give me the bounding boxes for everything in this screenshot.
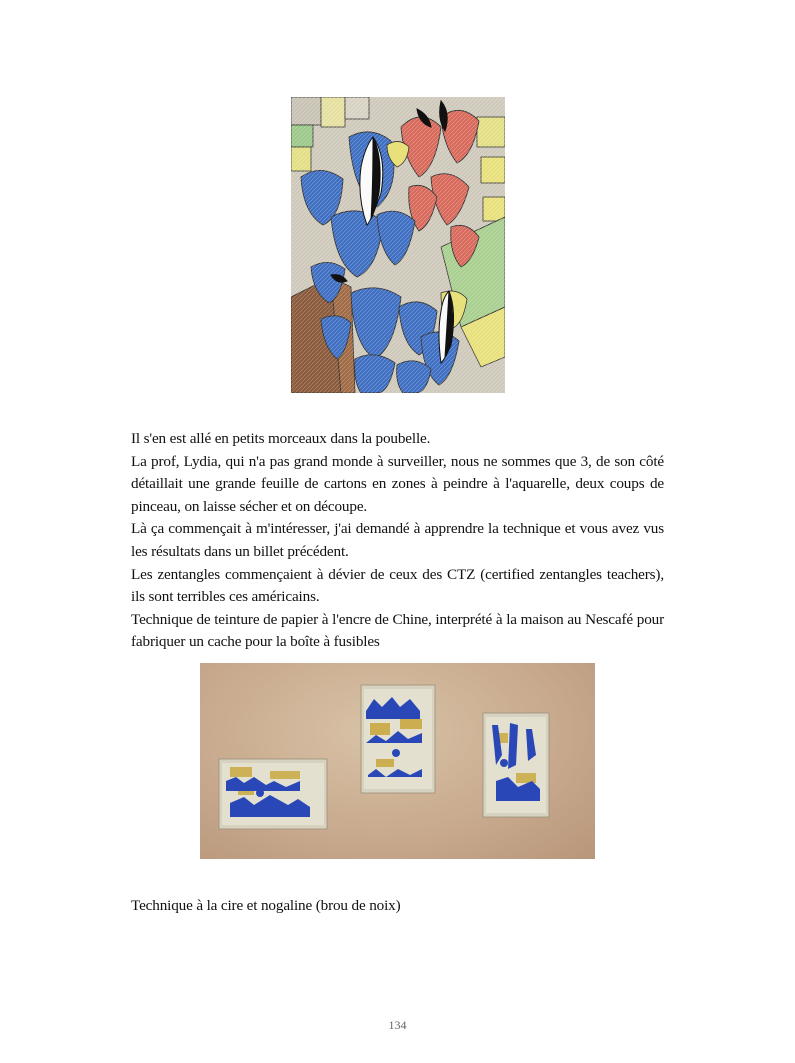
paragraph: Technique de teinture de papier à l'encre de Chine, interprété à la maison au Nescafé pour fabriquer un cache pour la boîte à fusibles bbox=[131, 610, 664, 651]
card-middle bbox=[361, 685, 435, 793]
zentangle-drawing-icon bbox=[291, 97, 505, 393]
zentangle-drawing-image bbox=[291, 97, 505, 393]
paragraph: La prof, Lydia, qui n'a pas grand monde à surveiller, nous ne sommes que 3, de son côté détaillait une grande feuille de cartons en zones à peindre à l'aquarelle, deux coups de pinceau, on laisse sécher et on découpe. bbox=[131, 452, 664, 515]
paragraph: Là ça commençait à m'intéresser, j'ai demandé à apprendre la technique et vous avez vus les résultats dans un billet précédent. bbox=[131, 520, 664, 560]
card-right bbox=[483, 713, 549, 817]
paragraph: Les zentangles commençaient à dévier de ceux des CTZ (certified zentangles teachers), ils sont terribles ces américains. bbox=[131, 565, 664, 606]
ink-cards-photo bbox=[200, 663, 595, 859]
page-number: 134 bbox=[388, 1018, 407, 1032]
caption: Technique à la cire et nogaline (brou de noix) bbox=[131, 897, 401, 914]
ink-dyed-paper-cards-icon bbox=[200, 663, 595, 859]
body-text bbox=[131, 428, 664, 654]
card-left bbox=[219, 759, 327, 829]
paragraph: Il s'en est allé en petits morceaux dans la poubelle. bbox=[131, 430, 431, 447]
